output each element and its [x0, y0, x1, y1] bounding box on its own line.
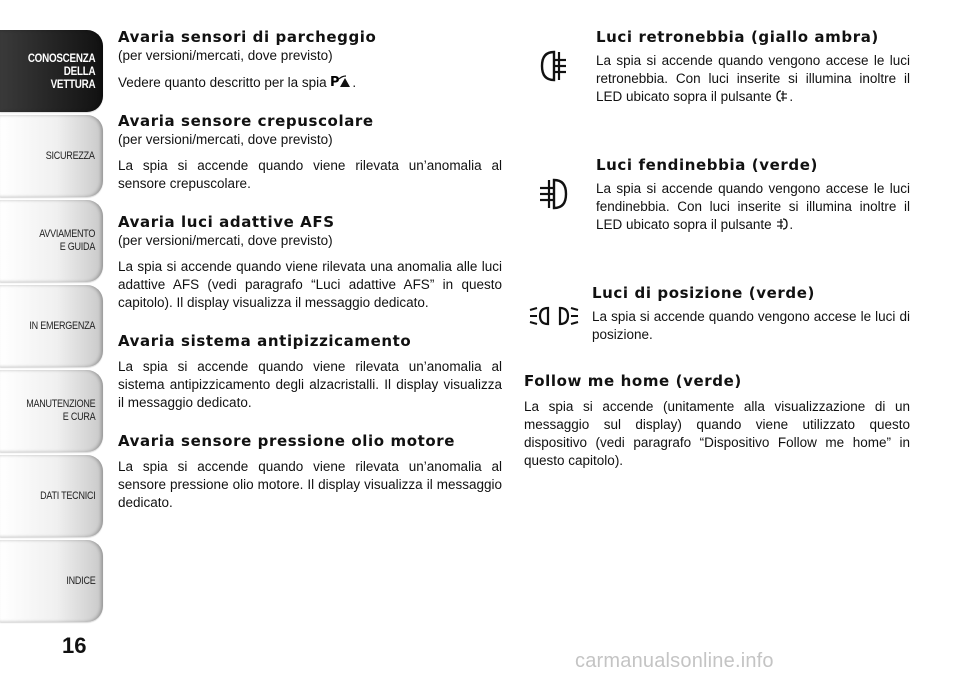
- section-title: Luci fendinebbia (verde): [596, 156, 818, 174]
- rear-fog-entry: [524, 28, 910, 156]
- section-body: La spia si accende quando viene rilevata un’anomalia al sensore pressione olio motore. Il display visualizza il messaggio dedicato.: [118, 459, 502, 510]
- section-title: Avaria sensori di parcheggio: [118, 28, 377, 46]
- section-subtitle: (per versioni/mercati, dove previsto): [118, 132, 333, 147]
- left-column: [118, 28, 502, 512]
- tab-conoscenza-della-vettura[interactable]: [0, 30, 103, 112]
- section-title: Luci di posizione (verde): [592, 284, 815, 302]
- section-body-text: La spia si accende quando vengono accese le luci retronebbia. Con luci inserite si illumina inoltre il LED ubicato sopra il pulsante: [596, 53, 910, 104]
- right-column: [524, 28, 910, 470]
- tab-avviamento-e-guida[interactable]: [0, 200, 103, 282]
- front-fog-entry: [524, 156, 910, 284]
- watermark: carmanualsonline.info: [575, 650, 774, 672]
- parking-sensor-icon: [330, 73, 352, 89]
- position-lights-icon: [524, 286, 584, 346]
- section-title: Avaria sistema antipizzicamento: [118, 332, 412, 350]
- section-body: [596, 52, 910, 106]
- position-lights-entry: [524, 284, 910, 372]
- section-body-end: .: [352, 75, 357, 90]
- section-body-end: .: [789, 217, 794, 232]
- section-body-end: .: [789, 89, 794, 104]
- section-subtitle: (per versioni/mercati, dove previsto): [118, 233, 333, 248]
- section-body-text: La spia si accende quando vengono accese le luci fendinebbia. Con luci inserite si illumina inoltre il LED ubicato sopra il pulsante: [596, 181, 910, 232]
- section-title: Luci retronebbia (giallo ambra): [596, 28, 879, 46]
- tab-label: INDICE: [65, 574, 95, 587]
- section-body: [118, 73, 502, 92]
- section-title: Avaria luci adattive AFS: [118, 213, 335, 231]
- section-title: Avaria sensore crepuscolare: [118, 112, 374, 130]
- section-title: Follow me home (verde): [524, 372, 742, 390]
- front-fog-light-icon: [524, 164, 584, 224]
- section-body-text: Vedere quanto descritto per la spia: [118, 75, 327, 90]
- section-title: Avaria sensore pressione olio motore: [118, 432, 456, 450]
- section-body: La spia si accende quando vengono accese le luci di posizione.: [592, 309, 910, 342]
- tab-sicurezza[interactable]: [0, 115, 103, 197]
- tab-label: MANUTENZIONE E CURA: [25, 398, 95, 423]
- tab-manutenzione-e-cura[interactable]: [0, 370, 103, 452]
- section-body: La spia si accende quando viene rilevata un’anomalia al sensore crepuscolare.: [118, 158, 502, 191]
- section-subtitle: (per versioni/mercati, dove previsto): [118, 48, 333, 63]
- section-body: La spia si accende (unitamente alla visualizzazione di un messaggio sul display) quando viene utilizzato questo dispositivo (vedi paragrafo “Dispositivo Follow me home” in questo capitolo).: [524, 399, 910, 468]
- rear-fog-button-icon: [775, 89, 789, 103]
- tab-indice[interactable]: [0, 540, 103, 622]
- svg-text:P: P: [330, 75, 340, 89]
- tab-dati-tecnici[interactable]: [0, 455, 103, 537]
- tab-label: AVVIAMENTO E GUIDA: [39, 228, 95, 253]
- rear-fog-light-icon: [524, 36, 584, 96]
- section-body: La spia si accende quando viene rilevata un’anomalia al sistema antipizzicamento degli alzacristalli. Il display visualizza il messaggio dedicato.: [118, 359, 502, 410]
- front-fog-button-icon: [775, 217, 789, 231]
- tab-label: SICUREZZA: [46, 149, 95, 162]
- page-number: 16: [62, 633, 87, 658]
- tab-label: IN EMERGENZA: [29, 319, 95, 332]
- tab-in-emergenza[interactable]: [0, 285, 103, 367]
- chapter-tabs: [0, 30, 103, 625]
- section-body: La spia si accende quando viene rilevata una anomalia alle luci adattive AFS (vedi paragrafo “Luci adattive AFS” in questo capitolo). Il display visualizza il messaggio dedicato.: [118, 259, 502, 310]
- section-body: [596, 180, 910, 234]
- tab-label: DATI TECNICI: [39, 489, 95, 502]
- tab-label: CONOSCENZA DELLA VETTURA: [27, 50, 95, 91]
